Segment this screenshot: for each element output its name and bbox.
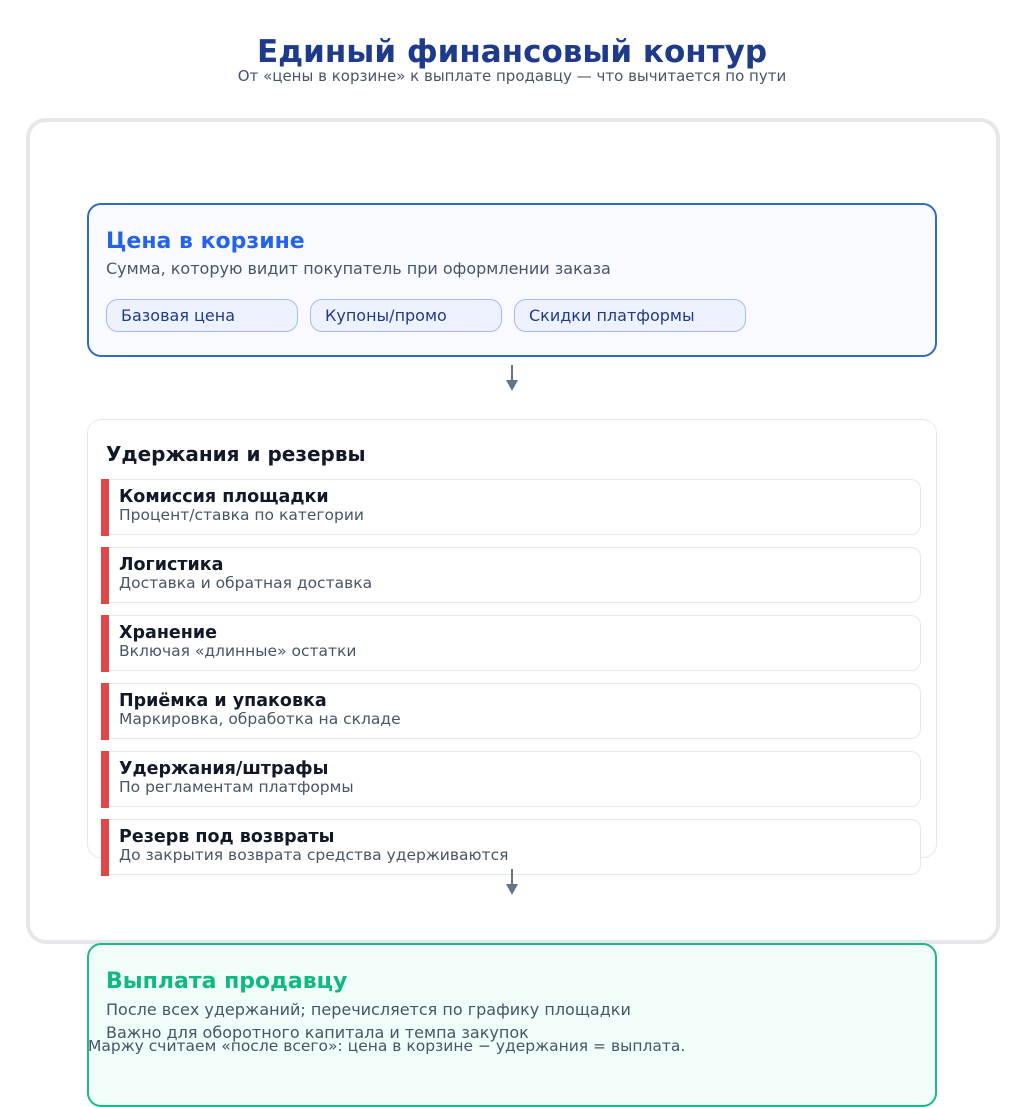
payout-card-line: После всех удержаний; перечисляется по графику площадки [106, 1000, 631, 1019]
deduction-item [101, 615, 921, 671]
deduction-desc: Включая «длинные» остатки [119, 642, 357, 660]
price-card-title: Цена в корзине [106, 229, 305, 254]
deduction-desc: Маркировка, обработка на складе [119, 710, 401, 728]
deduction-desc: До закрытия возврата средства удерживаются [119, 846, 509, 864]
deduction-marker [101, 615, 109, 672]
page-title: Единый финансовый контур [256, 34, 768, 70]
chip-base-price: Базовая цена [106, 299, 298, 332]
deduction-marker [101, 547, 109, 604]
deduction-marker [101, 479, 109, 536]
deduction-desc: Процент/ставка по категории [119, 506, 365, 524]
deduction-name: Приёмка и упаковка [119, 691, 327, 711]
deduction-item [101, 751, 921, 807]
deduction-name: Логистика [119, 555, 224, 575]
arrow-down-icon [505, 364, 519, 392]
payout-card-title: Выплата продавцу [106, 969, 348, 994]
deduction-name: Хранение [119, 623, 218, 643]
chip-platform-discounts: Скидки платформы [514, 299, 746, 332]
footnote: Маржу считаем «после всего»: цена в корзине − удержания = выплата. [88, 1037, 686, 1055]
deduction-item [101, 683, 921, 739]
arrow-down-icon [505, 868, 519, 896]
deductions-card-title: Удержания и резервы [106, 442, 366, 466]
price-card-description: Сумма, которую видит покупатель при оформлении заказа [106, 259, 611, 278]
payout-card [87, 943, 937, 1107]
deduction-name: Резерв под возвраты [119, 827, 335, 847]
payout-card-line: Важно для оборотного капитала и темпа закупок [106, 1023, 529, 1042]
page-subtitle: От «цены в корзине» к выплате продавцу — что вычитается по пути [237, 67, 787, 85]
price-card [87, 203, 937, 357]
deduction-marker [101, 751, 109, 808]
deduction-item [101, 819, 921, 875]
deduction-desc: Доставка и обратная доставка [119, 574, 373, 592]
deduction-marker [101, 819, 109, 876]
deduction-name: Комиссия площадки [119, 487, 329, 507]
chip-coupons: Купоны/промо [310, 299, 502, 332]
deduction-desc: По регламентам платформы [119, 778, 354, 796]
deduction-name: Удержания/штрафы [119, 759, 329, 779]
deduction-item [101, 479, 921, 535]
deduction-item [101, 547, 921, 603]
deduction-marker [101, 683, 109, 740]
